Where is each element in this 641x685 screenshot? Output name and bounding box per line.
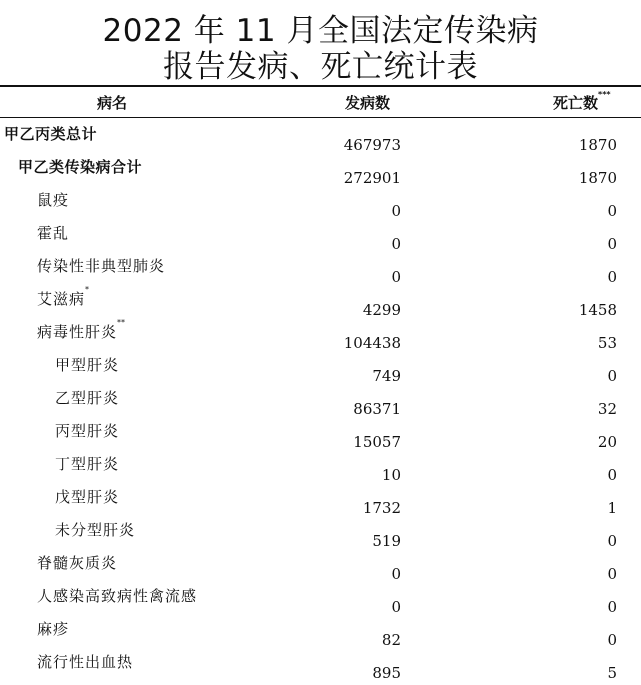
disease-name: 流行性出血热: [37, 653, 134, 671]
deaths-value: 32: [597, 400, 617, 418]
cases-value: 0: [391, 598, 401, 616]
disease-name: 丙型肝炎: [55, 422, 120, 440]
table-row: [0, 651, 641, 684]
cases-value: 4299: [362, 301, 401, 319]
disease-name: 麻疹: [37, 620, 70, 638]
disease-name: 甲乙丙类总计: [4, 125, 98, 143]
table-row: [0, 585, 641, 618]
deaths-value: 1: [607, 499, 617, 517]
deaths-value: 0: [607, 235, 617, 253]
disease-name: 艾滋病: [37, 290, 86, 308]
table-row: [0, 255, 641, 288]
cases-value: 10: [381, 466, 401, 484]
column-header-name: 病名: [97, 94, 128, 112]
table-row: [0, 387, 641, 420]
table-row: [0, 189, 641, 222]
cases-value: 82: [381, 631, 401, 649]
deaths-value: 1458: [578, 301, 617, 319]
disease-name: 鼠疫: [37, 191, 70, 209]
disease-name: 传染性非典型肺炎: [37, 257, 166, 275]
page-title: 2022 年 11 月全国法定传染病: [102, 13, 539, 49]
table-row: [0, 222, 641, 255]
disease-name: 脊髓灰质炎: [37, 554, 118, 572]
table-row: [0, 354, 641, 387]
table-row: [0, 453, 641, 486]
deaths-value: 53: [597, 334, 617, 352]
cases-value: 519: [372, 532, 401, 550]
table-top-rule: [0, 85, 641, 87]
cases-value: 895: [372, 664, 401, 682]
deaths-value: 0: [607, 202, 617, 220]
cases-value: 749: [372, 367, 401, 385]
deaths-value: 0: [607, 268, 617, 286]
deaths-value: 0: [607, 367, 617, 385]
cases-value: 0: [391, 268, 401, 286]
page-subtitle: 报告发病、死亡统计表: [163, 49, 478, 85]
column-header-deaths: [553, 92, 611, 113]
disease-name: 人感染高致病性禽流感: [37, 587, 198, 605]
cases-value: 86371: [353, 400, 401, 418]
deaths-value: 1870: [578, 169, 617, 187]
table-row: [0, 552, 641, 585]
deaths-value: 20: [597, 433, 617, 451]
cases-value: 104438: [343, 334, 401, 352]
cases-value: 272901: [343, 169, 401, 187]
table-row: [0, 420, 641, 453]
column-header-deaths-footnote-mark: ***: [598, 90, 611, 99]
deaths-value: 0: [607, 532, 617, 550]
deaths-value: 1870: [578, 136, 617, 154]
cases-value: 1732: [362, 499, 401, 517]
disease-name-cell: [37, 318, 126, 342]
deaths-value: 0: [607, 565, 617, 583]
disease-name: 未分型肝炎: [55, 521, 136, 539]
table-row: [0, 519, 641, 552]
table-row: [0, 285, 641, 321]
cases-value: 467973: [343, 136, 401, 154]
cases-value: 0: [391, 565, 401, 583]
table-row: [0, 123, 641, 156]
cases-value: 15057: [353, 433, 401, 451]
column-header-deaths-label: 死亡数: [553, 94, 599, 112]
deaths-value: 0: [607, 466, 617, 484]
table-header-rule: [0, 117, 641, 118]
cases-value: 0: [391, 235, 401, 253]
deaths-value: 0: [607, 598, 617, 616]
disease-name: 甲乙类传染病合计: [18, 158, 143, 176]
table-row: [0, 486, 641, 519]
disease-name-cell: [37, 285, 90, 309]
disease-name: 病毒性肝炎: [37, 323, 118, 341]
table-row: [0, 318, 641, 354]
disease-name: 乙型肝炎: [55, 389, 120, 407]
disease-name: 丁型肝炎: [55, 455, 120, 473]
column-header-cases: 发病数: [345, 94, 391, 112]
disease-name: 霍乱: [37, 224, 70, 242]
table-row: [0, 618, 641, 651]
cases-value: 0: [391, 202, 401, 220]
table-row: [0, 156, 641, 189]
deaths-value: 0: [607, 631, 617, 649]
disease-name: 甲型肝炎: [55, 356, 120, 374]
deaths-value: 5: [607, 664, 617, 682]
footnote-mark: *: [85, 285, 90, 294]
disease-name: 戊型肝炎: [55, 488, 120, 506]
footnote-mark: **: [117, 318, 126, 327]
